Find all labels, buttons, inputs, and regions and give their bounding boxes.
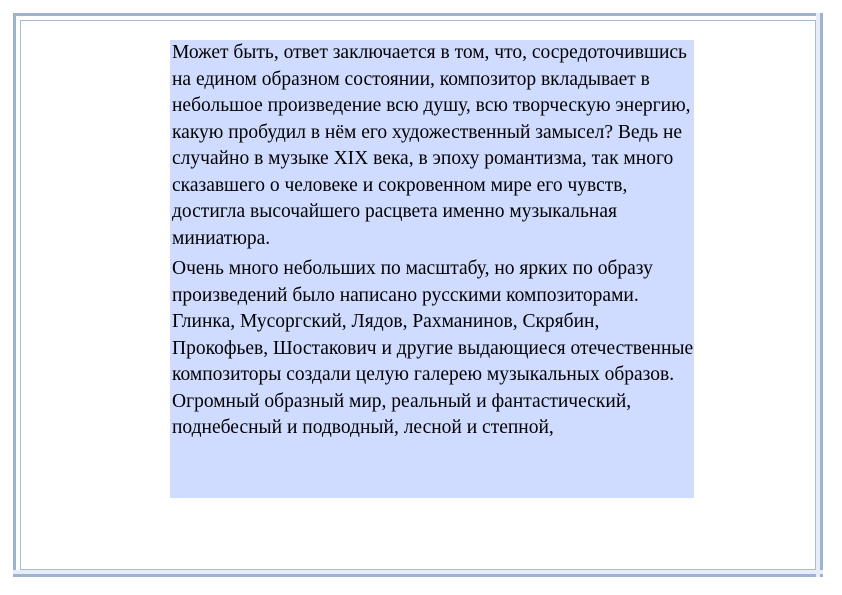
paragraph-2: Очень много небольших по масштабу, но ярких по образу произведений было написано русскими композиторами. Глинка, Мусоргский, Лядов, Рахманинов, Скрябин, Прокофьев, Шостакович и другие выдающиеся отечественные композиторы создали целую галерею музыкальных образов. Огромный образный мир, реальный и фантастический, поднебесный и подводный, лесной и степной, — [172, 258, 694, 438]
slide-frame-shadow-right — [816, 13, 820, 577]
paragraph-1: Может быть, ответ заключается в том, что, сосредоточившись на едином образном состоянии, композитор вкладывает в небольшое произведение всю душу, всю творческую энергию, какую пробудил в нём его художественный замысел? Ведь не случайно в музыке XIX века, в эпоху романтизма, так много сказавшего о человеке и сокровенном мире его чувств, достигла высочайшего расцвета именно музыкальная миниатюра. — [172, 42, 691, 249]
text-block — [170, 40, 694, 498]
slide-frame-shadow-bottom — [13, 570, 823, 574]
